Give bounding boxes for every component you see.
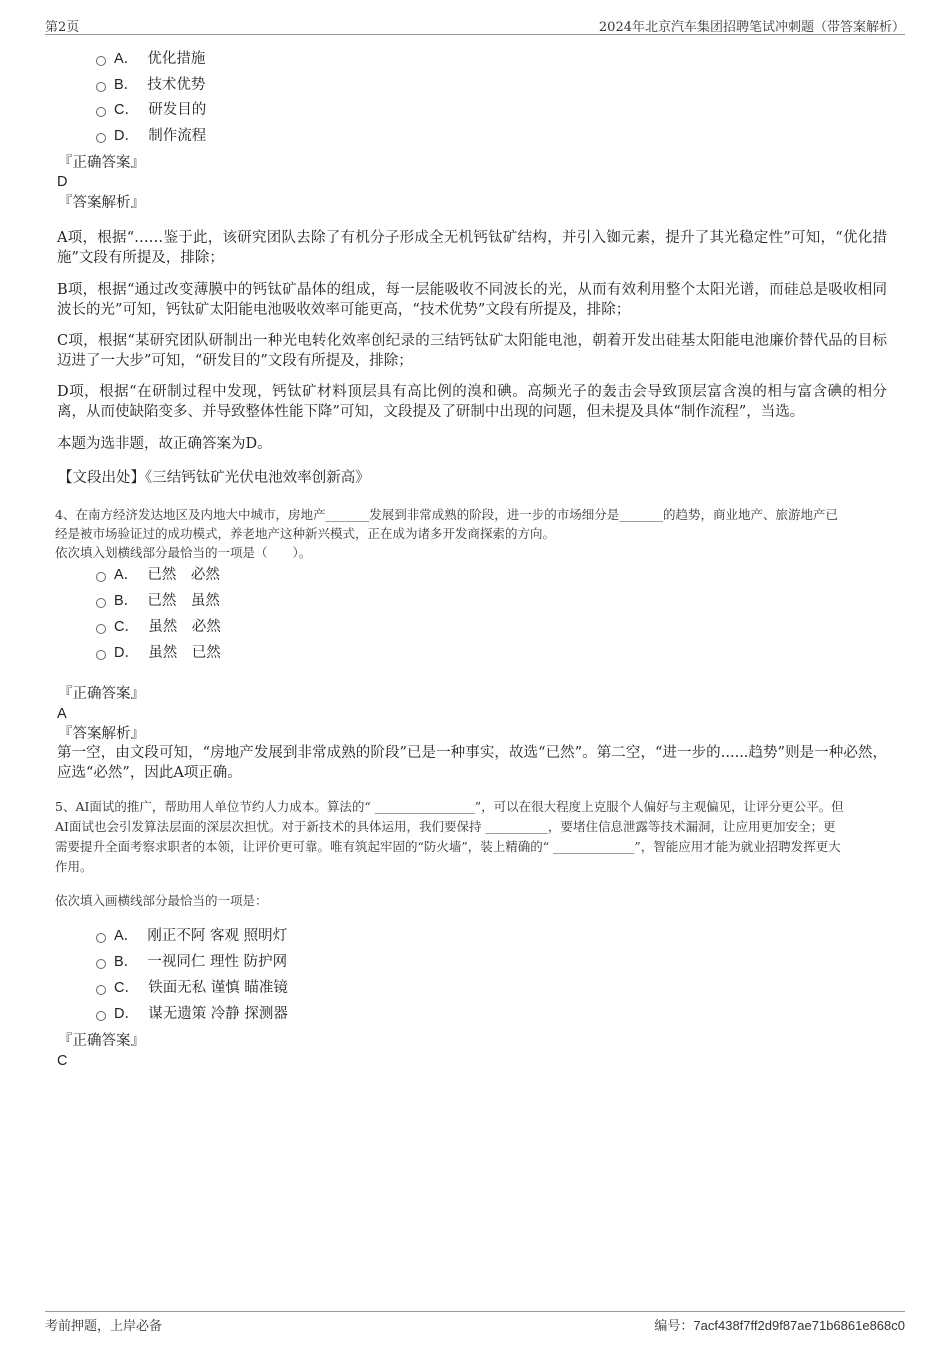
q5-option-c[interactable]: C． 铁面无私 谨慎 瞄准镜 bbox=[96, 978, 288, 998]
q4-option-d[interactable]: D． 虽然 已然 bbox=[96, 643, 221, 663]
radio-icon[interactable] bbox=[96, 933, 106, 943]
q3-option-a[interactable]: A． 优化措施 bbox=[96, 49, 205, 69]
q3-option-d[interactable]: D． 制作流程 bbox=[96, 126, 206, 146]
q3-option-c[interactable]: C． 研发目的 bbox=[96, 100, 206, 120]
q3-analysis-c: C项，根据“某研究团队研制出一种光电转化效率创纪录的三结钙钛矿太阳能电池，朝着开发出硅基太阳能电池廉价替代品的目标迈进了一大步”可知，“研发目的”文段有所提及，排除； bbox=[57, 333, 887, 369]
page-number: 第2页 bbox=[45, 20, 80, 35]
q4-text-line3: 依次填入划横线部分最恰当的一项是（ ）。 bbox=[55, 545, 312, 560]
q5-text-line1: 5、AI面试的推广，帮助用人单位节约人力成本。算法的“ ________________”，可以在很大程度上克服个人偏好与主观偏见，让评分更公平。但 bbox=[55, 799, 844, 814]
q4-text-line1: 4、在南方经济发达地区及内地大中城市，房地产_______发展到非常成熟的阶段，进一步的市场细分是_______的趋势，商业地产、旅游地产已 bbox=[55, 507, 838, 522]
q5-text-line2: AI面试也会引发算法层面的深层次担忧。对于新技术的具体运用，我们要保持 __________，要堵住信息泄露等技术漏洞，让应用更加安全；更 bbox=[55, 819, 836, 834]
radio-icon[interactable] bbox=[96, 82, 106, 92]
page-footer bbox=[45, 1311, 905, 1334]
q3-analysis-a: A项，根据“……鉴于此，该研究团队去除了有机分子形成全无机钙钛矿结构，并引入铷元素，提升了其光稳定性”可知，“优化措施”文段有所提及，排除； bbox=[57, 230, 887, 266]
document-id: 编号：7acf438f7ff2d9f87ae71b6861e868c0 bbox=[654, 1318, 905, 1333]
q5-answer-label: 『正确答案』 bbox=[58, 1033, 145, 1049]
footer-slogan: 考前押题，上岸必备 bbox=[45, 1319, 163, 1334]
radio-icon[interactable] bbox=[96, 107, 106, 117]
radio-icon[interactable] bbox=[96, 650, 106, 660]
q3-analysis-conclusion: 本题为选非题，故正确答案为D。 bbox=[57, 436, 272, 452]
q5-text-line3: 需要提升全面考察求职者的本领，让评价更可靠。唯有筑起牢固的“防火墙”，装上精确的“ _____________”，智能应用才能为就业招聘发挥更大 bbox=[55, 839, 841, 854]
q3-option-b[interactable]: B． 技术优势 bbox=[96, 75, 205, 95]
q3-answer-label: 『正确答案』 bbox=[58, 155, 145, 171]
q4-answer: A bbox=[57, 706, 67, 722]
q5-option-a[interactable]: A． 刚正不阿 客观 照明灯 bbox=[96, 926, 287, 946]
q3-source: 【文段出处】《三结钙钛矿光伏电池效率创新高》 bbox=[58, 470, 370, 486]
radio-icon[interactable] bbox=[96, 959, 106, 969]
radio-icon[interactable] bbox=[96, 598, 106, 608]
q4-option-a[interactable]: A． 已然 必然 bbox=[96, 565, 220, 585]
q3-analysis-d: D项，根据“在研制过程中发现，钙钛矿材料顶层具有高比例的溴和碘。高频光子的轰击会导致顶层富含溴的相与富含碘的相分离，从而使缺陷变多、并导致整体性能下降”可知，文段提及了研制中出现的问题，但未提及具体“制作流程”，当选。 bbox=[57, 384, 887, 420]
document-title: 2024年北京汽车集团招聘笔试冲刺题（带答案解析） bbox=[598, 20, 905, 35]
q3-analysis-b: B项，根据“通过改变薄膜中的钙钛矿晶体的组成，每一层能吸收不同波长的光，从而有效利用整个太阳光谱，而硅总是吸收相同波长的光”可知，钙钛矿太阳能电池吸收效率可能更高，“技术优势”文段有所提及，排除； bbox=[57, 282, 887, 318]
q5-option-d[interactable]: D． 谋无遗策 冷静 探测器 bbox=[96, 1004, 288, 1024]
q4-option-c[interactable]: C． 虽然 必然 bbox=[96, 617, 221, 637]
radio-icon[interactable] bbox=[96, 56, 106, 66]
radio-icon[interactable] bbox=[96, 624, 106, 634]
radio-icon[interactable] bbox=[96, 572, 106, 582]
page-header bbox=[45, 14, 905, 35]
q3-analysis-label: 『答案解析』 bbox=[58, 195, 145, 211]
radio-icon[interactable] bbox=[96, 1011, 106, 1021]
radio-icon[interactable] bbox=[96, 133, 106, 143]
q4-analysis-label: 『答案解析』 bbox=[58, 726, 145, 742]
radio-icon[interactable] bbox=[96, 985, 106, 995]
q4-option-b[interactable]: B． 已然 虽然 bbox=[96, 591, 220, 611]
q4-analysis: 第一空，由文段可知，“房地产发展到非常成熟的阶段”已是一种事实，故选“已然”。第二空，“进一步的......趋势”则是一种必然，应选“必然”，因此A项正确。 bbox=[57, 745, 887, 781]
q5-answer: C bbox=[57, 1053, 68, 1069]
q4-answer-label: 『正确答案』 bbox=[58, 686, 145, 702]
q4-text-line2: 经是被市场验证过的成功模式，养老地产这种新兴模式，正在成为诸多开发商探索的方向。 bbox=[55, 526, 556, 541]
q5-text-line4: 作用。 bbox=[55, 859, 93, 874]
q5-option-b[interactable]: B． 一视同仁 理性 防护网 bbox=[96, 952, 287, 972]
q5-prompt: 依次填入画横线部分最恰当的一项是： bbox=[55, 893, 268, 908]
q3-answer: D bbox=[57, 174, 68, 190]
